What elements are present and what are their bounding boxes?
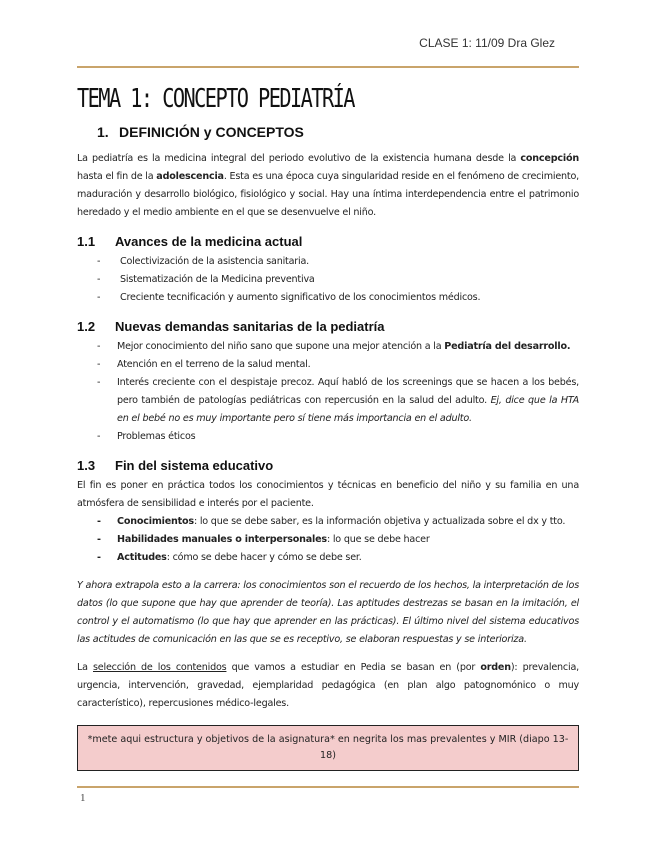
section-1-1-heading (77, 234, 579, 249)
section-1-heading (97, 124, 579, 140)
section-number: 1.2 (77, 319, 96, 334)
list-item: - Interés creciente con el despistaje precoz. Aquí habló de los screenings que se hacen a los bebés, pero también de patologías pediátricas con repercusión en la salud del adulto. Ej, dice que la HTA en el bebé no es muy importante pero sí tiene más importancia en el adulto. (97, 374, 579, 428)
section-1-3-heading (77, 458, 579, 473)
education-list (77, 513, 579, 567)
list-item: - Sistematización de la Medicina preventiva (97, 271, 579, 289)
list-item: - Actitudes: cómo se debe hacer y cómo se debe ser. (97, 549, 579, 567)
page-number: 1 (80, 792, 86, 804)
list-item: - Mejor conocimiento del niño sano que supone una mejor atención a la Pediatría del desarrollo. (97, 338, 579, 356)
education-intro: El fin es poner en práctica todos los conocimientos y técnicas en beneficio del niño y su familia en una atmósfera de sensibilidad e interés por el paciente. (77, 480, 579, 509)
list-item: - Colectivización de la asistencia sanitaria. (97, 253, 579, 271)
list-item: - Atención en el terreno de la salud mental. (97, 356, 579, 374)
header-rule (77, 66, 579, 68)
definition-paragraph: La pediatría es la medicina integral del periodo evolutivo de la existencia humana desde la concepción hasta el fin de la adolescencia. Esta es una época cuya singularidad reside en el fenómeno de crecimiento, maduración y desarrollo biológico, fisiológico y social. Hay una íntima interdependencia entre el patrimonio heredado y el medio ambiente en el que se desenvuelve el niño. (77, 153, 579, 218)
section-number: 1.1 (77, 234, 96, 249)
content-selection-paragraph: La selección de los contenidos que vamos a estudiar en Pedia se basan en (por orden): prevalencia, urgencia, intervención, gravedad, ejemplaridad pedagógica (en plan algo patognomónico o muy característico), repercusiones médico-legales. (77, 662, 579, 709)
career-paragraph: Y ahora extrapola esto a la carrera: los conocimientos son el recuerdo de los hechos, la interpretación de los datos (lo que supone que hay que aprender de teoría). Las aptitudes destrezas se basan en la imitación, el control y el automatismo (lo que hay que aprender en las prácticas). El último nivel del sistema educativos las actitudes de comunicación en las que se es receptivo, se elaboran respuestas y se interioriza. (77, 580, 579, 645)
advances-list (77, 253, 579, 307)
section-title: Fin del sistema educativo (115, 458, 274, 473)
document-title: TEMA 1: CONCEPTO PEDIATRÍA (77, 84, 354, 114)
section-number: 1. (97, 124, 109, 140)
list-item: - Conocimientos: lo que se debe saber, es la información objetiva y actualizada sobre el dx y tto. (97, 513, 579, 531)
section-1-2-heading (77, 319, 579, 334)
document-body (77, 80, 579, 771)
list-item: - Problemas éticos (97, 428, 579, 446)
list-item: - Habilidades manuales o interpersonales: lo que se debe hacer (97, 531, 579, 549)
page-header: CLASE 1: 11/09 Dra Glez (419, 36, 555, 50)
footer-rule (77, 786, 579, 788)
section-title: Nuevas demandas sanitarias de la pediatría (115, 319, 385, 334)
section-title: DEFINICIÓN y CONCEPTOS (119, 124, 304, 140)
note-box: *mete aqui estructura y objetivos de la asignatura* en negrita los mas prevalentes y MIR (diapo 13-18) (77, 725, 579, 771)
section-number: 1.3 (77, 458, 96, 473)
section-title: Avances de la medicina actual (115, 234, 303, 249)
list-item: - Creciente tecnificación y aumento significativo de los conocimientos médicos. (97, 289, 579, 307)
demands-list (77, 338, 579, 446)
